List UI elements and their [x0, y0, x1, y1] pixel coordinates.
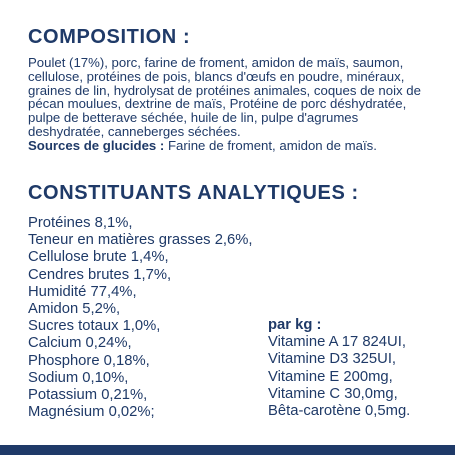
- constituent-item: Sucres totaux 1,0%,: [28, 318, 161, 335]
- constituent-item: Sodium 0,10%,: [28, 369, 129, 386]
- composition-section: [28, 56, 438, 153]
- ingredients-list: Poulet (17%), porc, farine de froment, amidon de maïs, saumon, cellulose, protéines de pois, blancs d'œufs en poudre, minéraux, graines de lin, hydrolysat de protéines animales, coques de noix de pécan moulues, dextrine de maïs, Protéine de porc déshydratée, pulpe de betterave séchée, huile de lin, pulpe d'agrumes deshydratée, canneberges séchées.: [28, 55, 421, 139]
- constituent-item: Cellulose brute 1,4%,: [28, 249, 169, 266]
- constituent-item: Humidité 77,4%,: [28, 283, 137, 300]
- constituants-heading: CONSTITUANTS ANALYTIQUES :: [28, 182, 359, 204]
- constituent-item: Cendres brutes 1,7%,: [28, 266, 172, 283]
- vitamin-item: Bêta-carotène 0,5mg.: [268, 403, 411, 420]
- vitamin-item: Vitamine E 200mg,: [268, 368, 393, 385]
- constituent-item: Phosphore 0,18%,: [28, 352, 150, 369]
- vitamin-item: Vitamine A 17 824UI,: [268, 334, 406, 351]
- analytical-constituents-list: [28, 215, 253, 421]
- constituent-item: Protéines 8,1%,: [28, 215, 133, 231]
- bottom-accent-bar: [0, 445, 455, 455]
- constituent-item: Teneur en matières grasses 2,6%,: [28, 232, 253, 249]
- vitamin-item: Vitamine D3 325UI,: [268, 351, 397, 368]
- composition-heading: COMPOSITION :: [28, 26, 191, 48]
- vitamins-list: [268, 317, 410, 420]
- constituent-item: Potassium 0,21%,: [28, 387, 148, 404]
- glucides-value: Farine de froment, amidon de maïs.: [164, 137, 377, 153]
- constituent-item: Amidon 5,2%,: [28, 301, 121, 318]
- glucides-label: Sources de glucides :: [28, 137, 165, 153]
- glucides-line: [28, 139, 438, 153]
- vitamin-item: Vitamine C 30,0mg,: [268, 385, 398, 402]
- per-kg-label: par kg :: [268, 317, 322, 333]
- constituent-item: Calcium 0,24%,: [28, 335, 132, 352]
- constituent-item: Magnésium 0,02%;: [28, 404, 155, 421]
